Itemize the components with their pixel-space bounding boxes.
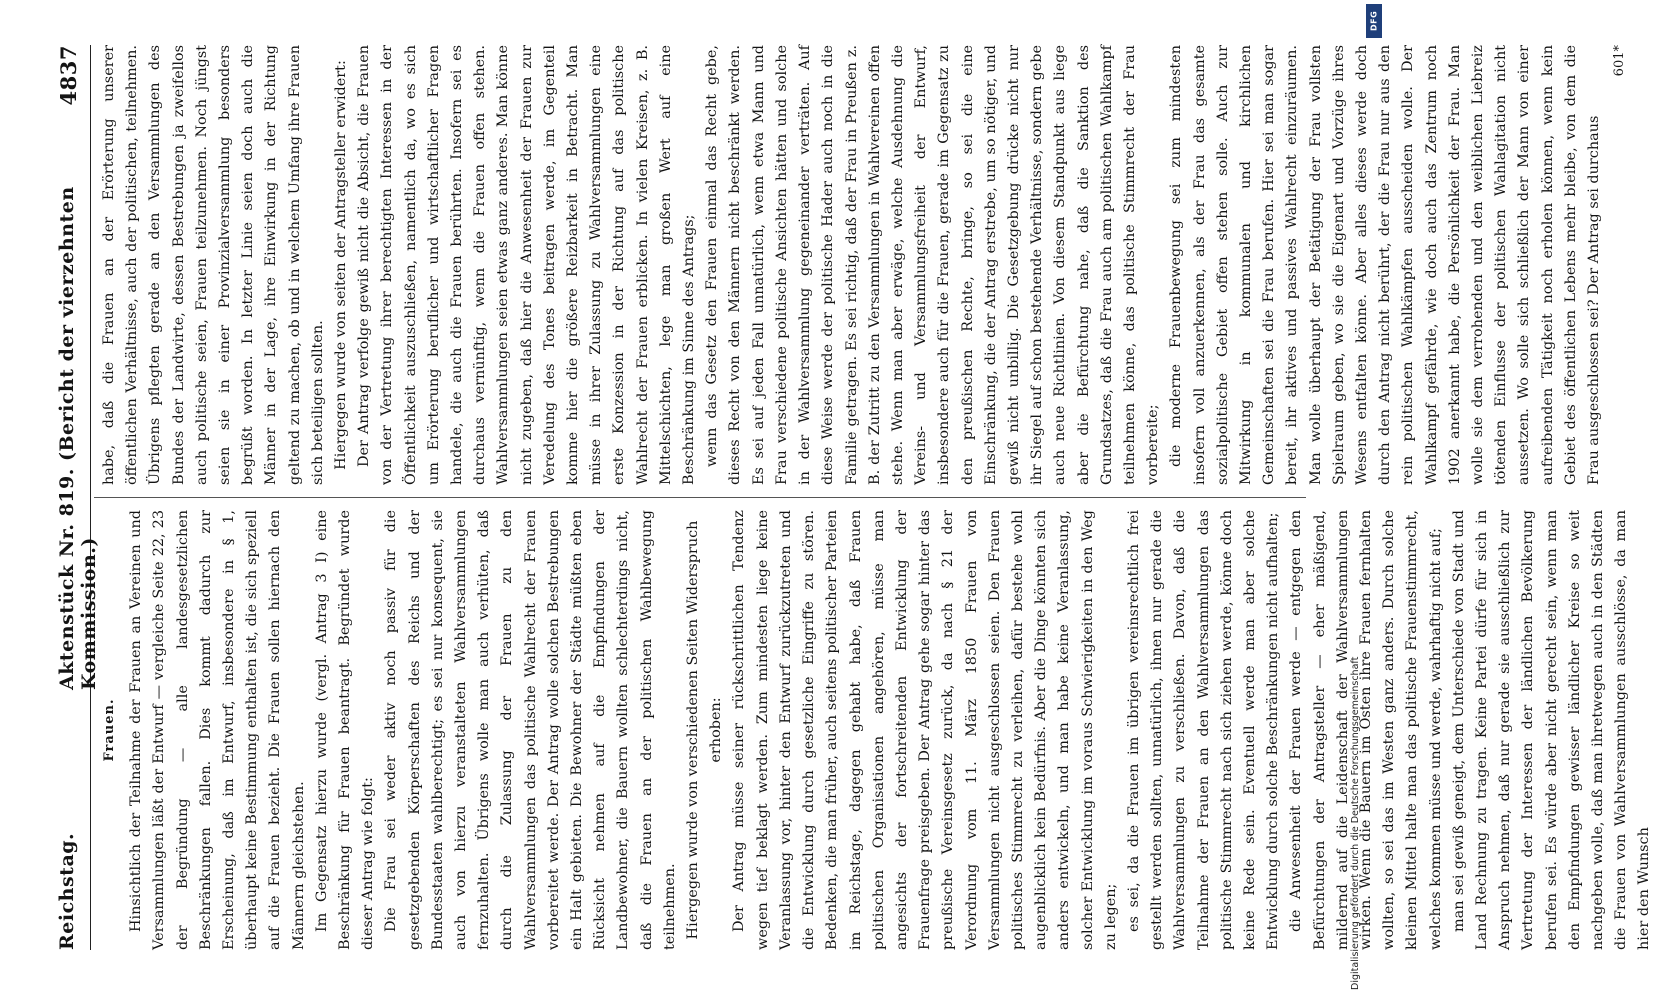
paragraph: Der Antrag verfolge gewiß nicht die Absicht, die Frauen von der Vertretung ihrer berechtigten Interessen in der Öffentlichkeit auszuschließen, namentlich da, wo es sich um Erörterung beruflicher und wirtschaftlicher Fragen handele, die auch die Frauen berührten. Insofern sei es durchaus vernünftig, wenn die Frauen offen stehen. Wahlversammlungen seien etwas ganz anderes. Man könne nicht zugeben, daß hier die Anwesenheit der Frauen zur Veredelung des Tones beitragen werde, im Gegenteil komme hier die größere Reizbarkeit in Betracht. Man müsse in ihrer Zulassung zu Wahlversammlungen eine erste Konzession in der Richtung auf das politische Wahlrecht der Frauen erblicken. In vielen Kreisen, z. B. Mittelschichten, lege man großen Wert auf eine Beschränkung im Sinne des Antrags;	[356, 45, 698, 485]
paragraph: Die Frau sei weder aktiv noch passiv für die gesetzgebenden Körperschaften des Reichs und der Bundesstaaten wahlberechtigt; es sei nur konsequent, sie auch von hierzu veranstalteten Wahlversammlungen fernzuhalten. Übrigens wolle man auch verhüten, daß durch die Zulassung der Frauen zu den Wahlversammlungen das politische Wahlrecht der Frauen vorbereitet werde. Der Antrag wolle solchen Bestrebungen ein Halt gebieten. Die Bewohner der Städte müßten eben Rücksicht nehmen auf die Empfindungen der Landbewohner, die Bauern wollten schlechterdings nicht, daß die Frauen an der politischen Wahlbewegung teilnehmen.	[383, 510, 678, 950]
paragraph: die moderne Frauenbewegung sei zum mindesten insofern voll anzuerkennen, als der Frau das gesamte sozialpolitische Gebiet offen stehen solle. Auch zur Mitwirkung in kommunalen und kirchlichen Gemeinschaften sei die Frau berufen. Hier sei man sogar bereit, ihr aktives und passives Wahlrecht einzuräumen. Man wolle überhaupt der Betätigung der Frau vollsten Spielraum geben, wo sie die Eigenart und Vorzüge ihres Wesens entfalten könne. Aber alles dieses werde doch durch den Antrag nicht berührt, der die Frau nur aus den rein politischen Wahlkämpfen ausscheiden wolle. Der Wahlkampf gefährde, wie doch auch das Zentrum noch 1902 anerkannt habe, die Persönlichkeit der Frau. Man wolle sie dem verrohenden und den weiblichen Liebreiz tötenden Einflusse der politischen Wahlagitation nicht aussetzen. Wo solle sich schließlich der Mann von einer aufreibenden Tätigkeit noch erholen können, wenn kein Gebiet des öffentlichen Lebens mehr bleibe, von dem die Frau ausgeschlossen sei? Der Antrag sei durchaus	[1168, 45, 1602, 485]
signature-mark: 601*	[1612, 45, 1628, 77]
page-number: 4837	[56, 45, 81, 106]
paragraph: es sei, da die Frauen im übrigen vereinsrechtlich frei gestellt werden sollten, unnatürlich, ihnen nur gerade die Wahlversammlungen zu verschließen. Davon, daß die Teilnahme der Frauen an den Wahlversammlungen das politische Stimmrecht nach sich ziehen werde, könne doch keine Rede sein. Eventuell werde man aber solche Entwicklung durch solche Beschränkungen nicht aufhalten;	[1125, 510, 1282, 950]
header-left: Reichstag.	[56, 832, 78, 950]
paragraph: Hinsichtlich der Teilnahme der Frauen an Vereinen und Versammlungen läßt der Entwurf — vergleiche Seite 22, 23 der Begründung — alle landesgesetzlichen Beschränkungen fallen. Dies kommt dadurch zur Erscheinung, daß im Entwurf, insbesondere in § 1, überhaupt keine Bestimmung enthalten ist, die sich speziell auf die Frauen bezieht. Die Frauen sollen hiernach den Männern gleichstehen.	[128, 510, 307, 950]
section-heading: Frauen.	[102, 698, 117, 762]
right-column	[98, 45, 1628, 485]
paragraph: Im Gegensatz hierzu wurde (vergl. Antrag 3 I) eine Beschränkung für Frauen beantragt. Begründet wurde dieser Antrag wie folgt:	[313, 510, 377, 950]
column-divider	[94, 497, 1306, 498]
paragraph: Hiergegen wurde von seiten der Antragsteller erwidert:	[333, 60, 350, 470]
header-title: Aktenstück Nr. 819. (Bericht der vierzehnten Kommission.)	[56, 186, 100, 690]
page-header	[50, 45, 100, 950]
paragraph: Hiergegen wurde von verschiedenen Seiten Widerspruch erhoben:	[685, 520, 725, 940]
paragraph: habe, daß die Frauen an der Erörterung unserer öffentlichen Verhältnisse, auch der politischen, teilnehmen. Übrigens pflegten gerade an den Versammlungen des Bundes der Landwirte, dessen Bestrebungen ja zweifellos auch politische seien, Frauen teilzunehmen. Noch jüngst seien sie in einer Provinzialversammlung besonders begrüßt worden. In letzter Linie seien doch auch die Männer in der Lage, ihre Einwirkung in der Richtung geltend zu machen, ob und in welchem Umfang ihre Frauen sich beteiligen sollten.	[101, 45, 326, 485]
paragraph: wenn das Gesetz den Frauen einmal das Recht gebe, dieses Recht von den Männern nicht beschränkt werden. Es sei auf jeden Fall unnatürlich, wenn etwa Mann und Frau verschiedene politische Ansichten hätten und solche in der Wahlversammlung gegeneinander verträten. Auf diese Weise werde der politische Hader auch noch in die Familie getragen. Es sei richtig, daß der Frau in Preußen z. B. der Zutritt zu den Versammlungen in Wahlvereinen offen stehe. Wenn man aber erwäge, welche Ausdehnung die Vereins- und Versammlungsfreiheit der Entwurf, insbesondere auch für die Frauen, gerade im Gegensatz zu den preußischen Rechte, bringe, so sei die eine Einschränkung, die der Antrag erstrebe, um so nötiger, und gewiß nicht unbillig. Die Gesetzgebung drücke nicht nur ihr Siegel auf schon bestehende Verhältnisse, sondern gebe auch neue Richtlinien. Von diesem Standpunkt aus liege aber die Befürchtung nahe, daß die Sanktion des Grundsatzes, daß die Frau auch am politischen Wahlkampf teilnehmen könne, das politische Stimmrecht der Frau vorbereite;	[704, 45, 1162, 485]
paragraph: Der Antrag müsse seiner rückschrittlichen Tendenz wegen tief beklagt werden. Zum mindesten liege keine Veranlassung vor, hinter den Entwurf zurückzutreten und die Entwicklung durch gesetzliche Eingriffe zu stören. Bedenken, die man früher, auch seitens politischer Parteien im Reichstage, dagegen gehabt habe, daß Frauen politischen Organisationen angehören, müsse man angesichts der fortschreitenden Entwicklung der Frauenfrage preisgeben. Der Antrag gehe sogar hinter das preußische Vereinsgesetz zurück, da nach § 21 der Verordnung vom 11. März 1850 Frauen von Versammlungen nicht ausgeschlossen seien. Den Frauen politisches Stimmrecht zu verleihen, dafür bestehe wohl augenblicklich kein Bedürfnis. Aber die Dinge könnten sich anders entwickeln, und man habe keine Veranlassung, solcher Entwicklung im voraus Schwierigkeiten in den Weg zu legen;	[731, 510, 1119, 950]
paragraph: die Anwesenheit der Frauen werde — entgegen den Befürchtungen der Antragsteller — eher mäßigend, mildernd auf die Leidenschaft der Wahlversammlungen wirken. Wenn die Bauern im Osten ihre Frauen fernhalten wollten, so sei das im Westen ganz anders. Durch solche kleinen Mittel halte man das politische Frauenstimmrecht, welches kommen müsse und werde, wahrhaftig nicht auf;	[1288, 510, 1444, 950]
paragraph: man sei gewiß geneigt, dem Unterschiede von Stadt und Land Rechnung zu tragen. Keine Partei dürfe für sich in Anspruch nehmen, daß nur gerade sie ausschließlich zur Vertretung der Interessen der ländlichen Bevölkerung berufen sei. Es würde aber nicht gerecht sein, wenn man den Empfindungen gewisser ländlicher Kreise so weit nachgeben wolle, daß man ihretwegen auch in den Städten die Frauen von Wahlversammlungen ausschlösse, da man hier den Wunsch	[1450, 510, 1653, 950]
digitization-credit: Digitalisierung gefördert durch die Deutsche Forschungsgemeinschaft	[1350, 656, 1361, 990]
dfg-logo: DFG	[1366, 4, 1382, 38]
